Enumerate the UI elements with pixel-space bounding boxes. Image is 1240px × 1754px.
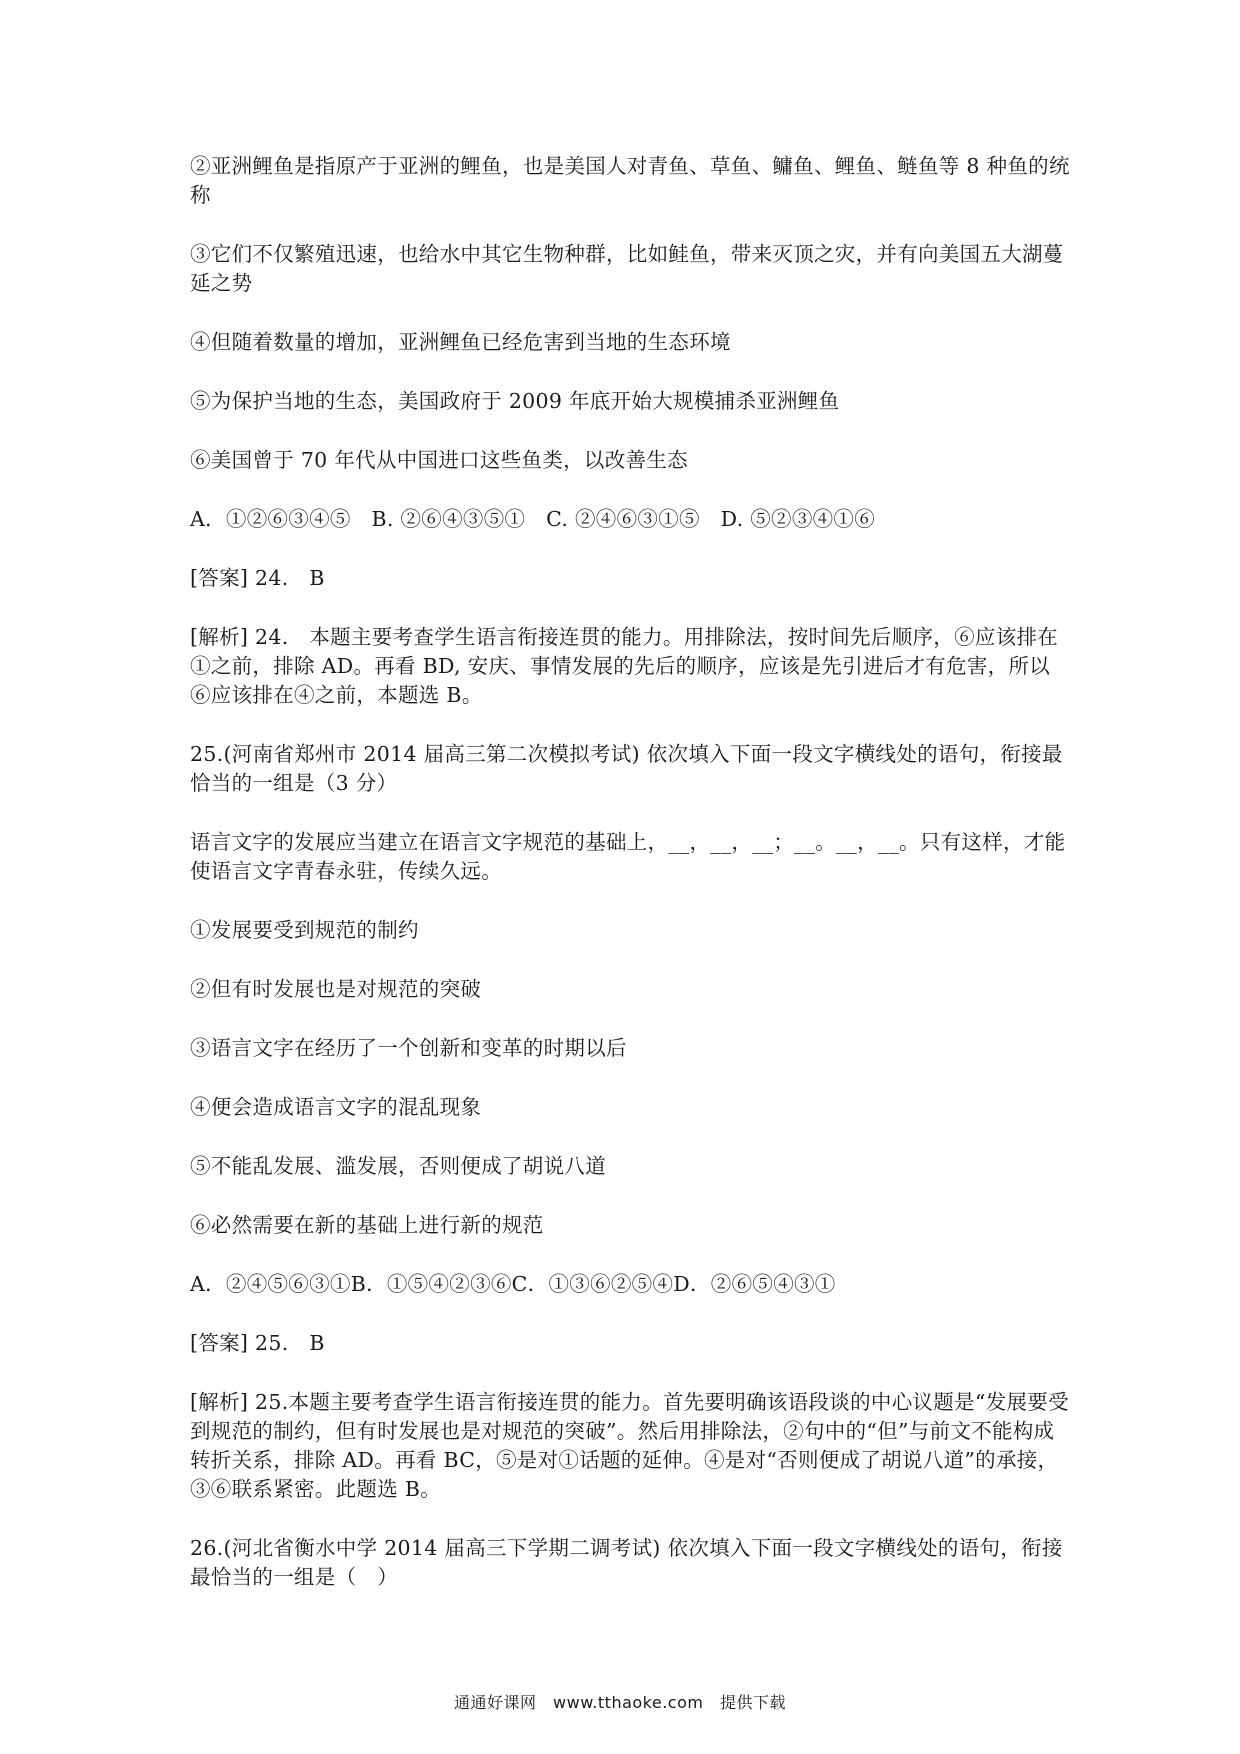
q25-stem: 25.(河南省郑州市 2014 届高三第二次模拟考试) 依次填入下面一段文字横线处的语句，衔接最恰当的一组是（3 分） <box>190 742 1063 795</box>
q24-options: A．①②⑥③④⑤ B. ②⑥④③⑤① C. ②④⑥③①⑤ D. ⑤②③④①⑥ <box>190 507 876 531</box>
q25-sentence-4: ④便会造成语言文字的混乱现象 <box>190 1095 482 1119</box>
paragraph-item-6: ⑥美国曾于 70 年代从中国进口这些鱼类，以改善生态 <box>190 448 688 472</box>
q25-sentence-3: ③语言文字在经历了一个创新和变革的时期以后 <box>190 1036 627 1060</box>
paragraph-item-5: ⑤为保护当地的生态，美国政府于 2009 年底开始大规模捕杀亚洲鲤鱼 <box>190 389 840 413</box>
q25-passage: 语言文字的发展应当建立在语言文字规范的基础上，__，__，__；__。__，__。只有这样，才能使语言文字青春永驻，传续久远。 <box>190 830 1066 883</box>
q25-sentence-1: ①发展要受到规范的制约 <box>190 918 419 942</box>
page-footer: 通通好课网 www.tthaoke.com 提供下载 <box>454 1693 786 1712</box>
q25-sentence-6: ⑥必然需要在新的基础上进行新的规范 <box>190 1213 544 1237</box>
q26-stem: 26.(河北省衡水中学 2014 届高三下学期二调考试) 依次填入下面一段文字横线处的语句，衔接最恰当的一组是（ ） <box>190 1536 1063 1589</box>
q25-options: A．②④⑤⑥③①B．①⑤④②③⑥C．①③⑥②⑤④D．②⑥⑤④③① <box>190 1272 836 1296</box>
paragraph-item-2: ②亚洲鲤鱼是指原产于亚洲的鲤鱼，也是美国人对青鱼、草鱼、鳙鱼、鲤鱼、鲢鱼等 8 种鱼的统称 <box>190 154 1070 207</box>
q25-sentence-5: ⑤不能乱发展、滥发展，否则便成了胡说八道 <box>190 1154 606 1178</box>
q24-answer: [答案] 24. B <box>190 566 325 590</box>
paragraph-item-3: ③它们不仅繁殖迅速，也给水中其它生物种群，比如鲑鱼，带来灭顶之灾，并有向美国五大湖蔓延之势 <box>190 242 1064 295</box>
paragraph-item-4: ④但随着数量的增加，亚洲鲤鱼已经危害到当地的生态环境 <box>190 330 731 354</box>
q25-answer: [答案] 25. B <box>190 1331 325 1355</box>
q25-sentence-2: ②但有时发展也是对规范的突破 <box>190 977 482 1001</box>
q25-explanation: [解析] 25.本题主要考查学生语言衔接连贯的能力。首先要明确该语段谈的中心议题是“发展要受到规范的制约，但有时发展也是对规范的突破”。然后用排除法，②句中的“但”与前文不能构成转折关系，排除 AD。再看 BC，⑤是对①话题的延伸。④是对“否则便成了胡说八道”的承接，③⑥联系紧密。此题选 B。 <box>190 1390 1069 1501</box>
q24-explanation: [解析] 24. 本题主要考查学生语言衔接连贯的能力。用排除法，按时间先后顺序，⑥应该排在①之前，排除 AD。再看 BD, 安庆、事情发展的先后的顺序，应该是先引进后才有危害，所以⑥应该排在④之前，本题选 B。 <box>190 625 1059 707</box>
document-body <box>190 152 1070 1622</box>
